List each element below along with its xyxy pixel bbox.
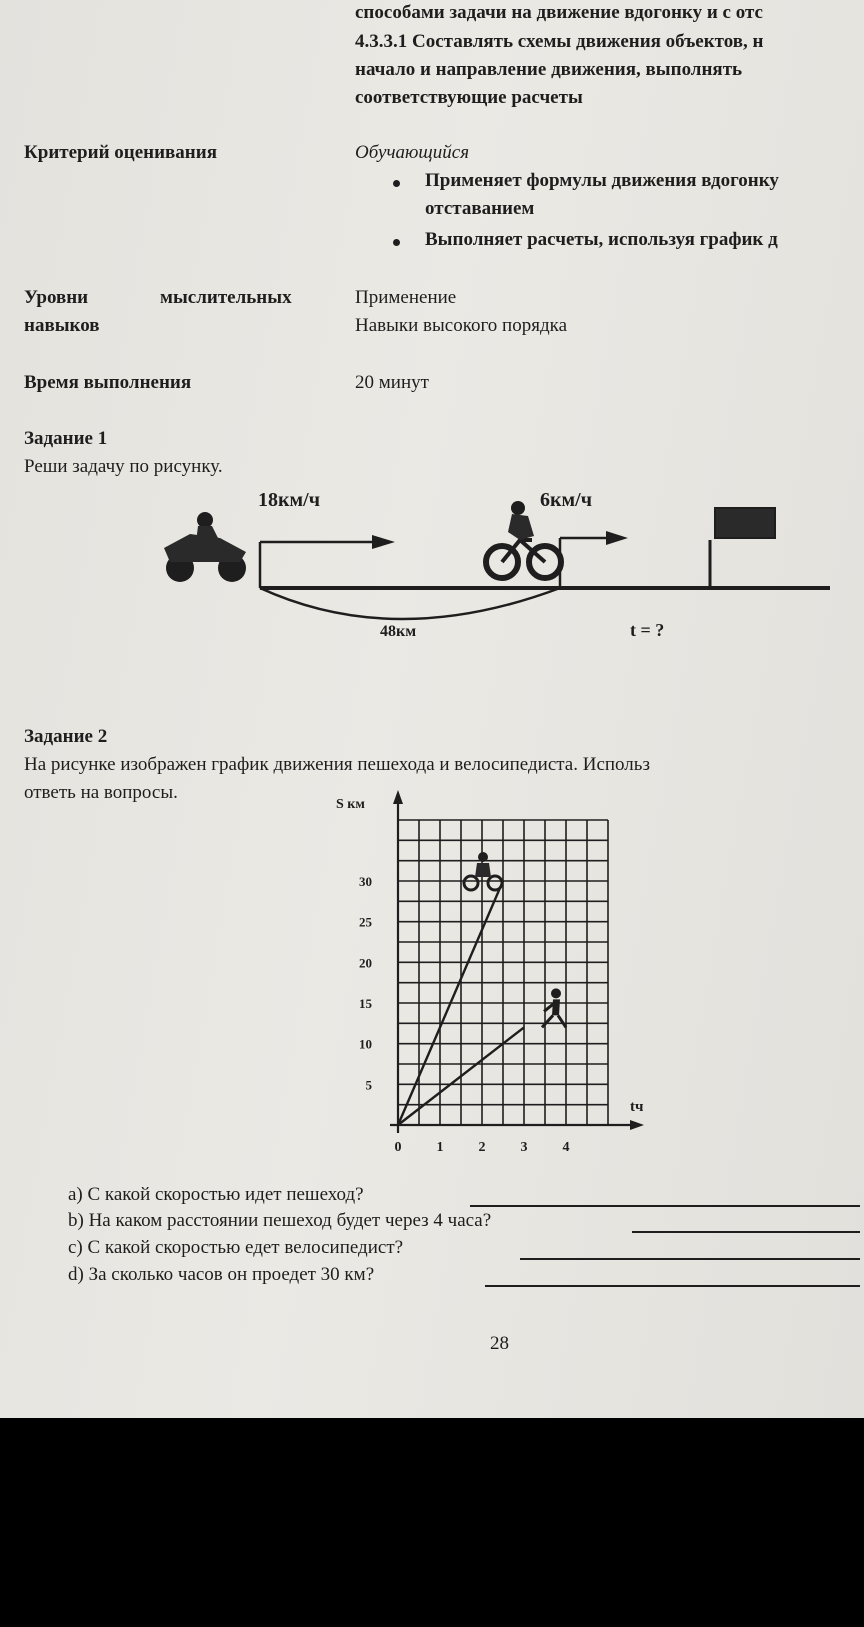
task2-text-1: На рисунке изображен график движения пешехода и велосипедиста. Использ: [24, 754, 650, 775]
criteria-bullet-2: Выполняет расчеты, используя график д: [425, 229, 778, 250]
header-line-4: соответствующие расчеты: [355, 87, 583, 108]
cyclist-icon: [464, 852, 502, 890]
x-tick-label: 1: [436, 1140, 444, 1155]
x-axis-arrow-icon: [630, 1120, 644, 1130]
task2-text-2: ответь на вопросы.: [24, 782, 178, 803]
task1-instruction: Реши задачу по рисунку.: [24, 456, 223, 477]
y-tick-label: 25: [359, 914, 372, 930]
levels-value-1: Применение: [355, 287, 457, 308]
question-d: d) За сколько часов он проедет 30 км?: [68, 1264, 375, 1285]
bullet-icon: [393, 180, 400, 187]
criteria-bullet-1-cont: отставанием: [425, 198, 535, 219]
x-tick-label: 3: [520, 1140, 528, 1155]
levels-label-word1: Уровни: [24, 287, 89, 308]
bullet-icon: [393, 239, 400, 246]
finish-flag-icon: [715, 508, 775, 538]
time-value: 20 минут: [355, 372, 429, 393]
answer-line-c[interactable]: [520, 1258, 860, 1260]
bicycle-icon: [486, 501, 561, 578]
time-question-label: t = ?: [630, 620, 665, 640]
speed-moto-label: 18км/ч: [258, 489, 320, 511]
answer-line-b[interactable]: [632, 1231, 860, 1233]
y-tick-label: 30: [359, 874, 372, 889]
question-c: c) С какой скоростью едет велосипедист?: [68, 1237, 404, 1258]
task1-title: Задание 1: [24, 428, 108, 449]
time-label: Время выполнения: [24, 372, 192, 393]
speed-bike-label: 6км/ч: [540, 489, 592, 511]
levels-label-word2: мыслительных: [160, 287, 292, 308]
header-line-1: способами задачи на движение вдогонку и с отс: [355, 2, 763, 23]
page-number: 28: [490, 1333, 509, 1354]
header-line-3: начало и направление движения, выполнять: [355, 59, 743, 80]
moto-arrowhead-icon: [372, 535, 395, 549]
header-line-2: 4.3.3.1 Составлять схемы движения объектов, н: [355, 31, 764, 52]
criteria-label: Критерий оценивания: [24, 142, 217, 163]
y-axis-arrow-icon: [393, 790, 403, 804]
task2-title: Задание 2: [24, 726, 108, 747]
x-tick-label: 0: [394, 1140, 402, 1155]
levels-value-2: Навыки высокого порядка: [355, 315, 567, 336]
criteria-subject: Обучающийся: [355, 142, 470, 163]
answer-line-a[interactable]: [470, 1205, 860, 1207]
task1-diagram: [150, 490, 840, 660]
x-tick-label: 2: [478, 1140, 486, 1155]
distance-arc: [260, 588, 560, 619]
criteria-bullet-1: Применяет формулы движения вдогонку: [425, 170, 779, 191]
motorcycle-icon: [164, 512, 246, 582]
y-axis-label: S км: [336, 797, 365, 812]
bike-arrowhead-icon: [606, 531, 628, 545]
x-tick-label: 4: [562, 1140, 570, 1155]
question-a: a) С какой скоростью идет пешеход?: [68, 1184, 364, 1205]
y-tick-label: 20: [359, 955, 372, 971]
y-tick-label: 10: [359, 1036, 372, 1052]
question-b: b) На каком расстоянии пешеход будет через 4 часа?: [68, 1210, 492, 1231]
answer-line-d[interactable]: [485, 1285, 860, 1287]
y-tick-label: 5: [365, 1077, 372, 1093]
x-axis-label: tч: [630, 1099, 644, 1115]
motion-graph: [318, 797, 678, 1175]
levels-label-word3: навыков: [24, 315, 100, 336]
distance-label: 48км: [380, 623, 417, 640]
y-tick-label: 15: [359, 996, 372, 1011]
